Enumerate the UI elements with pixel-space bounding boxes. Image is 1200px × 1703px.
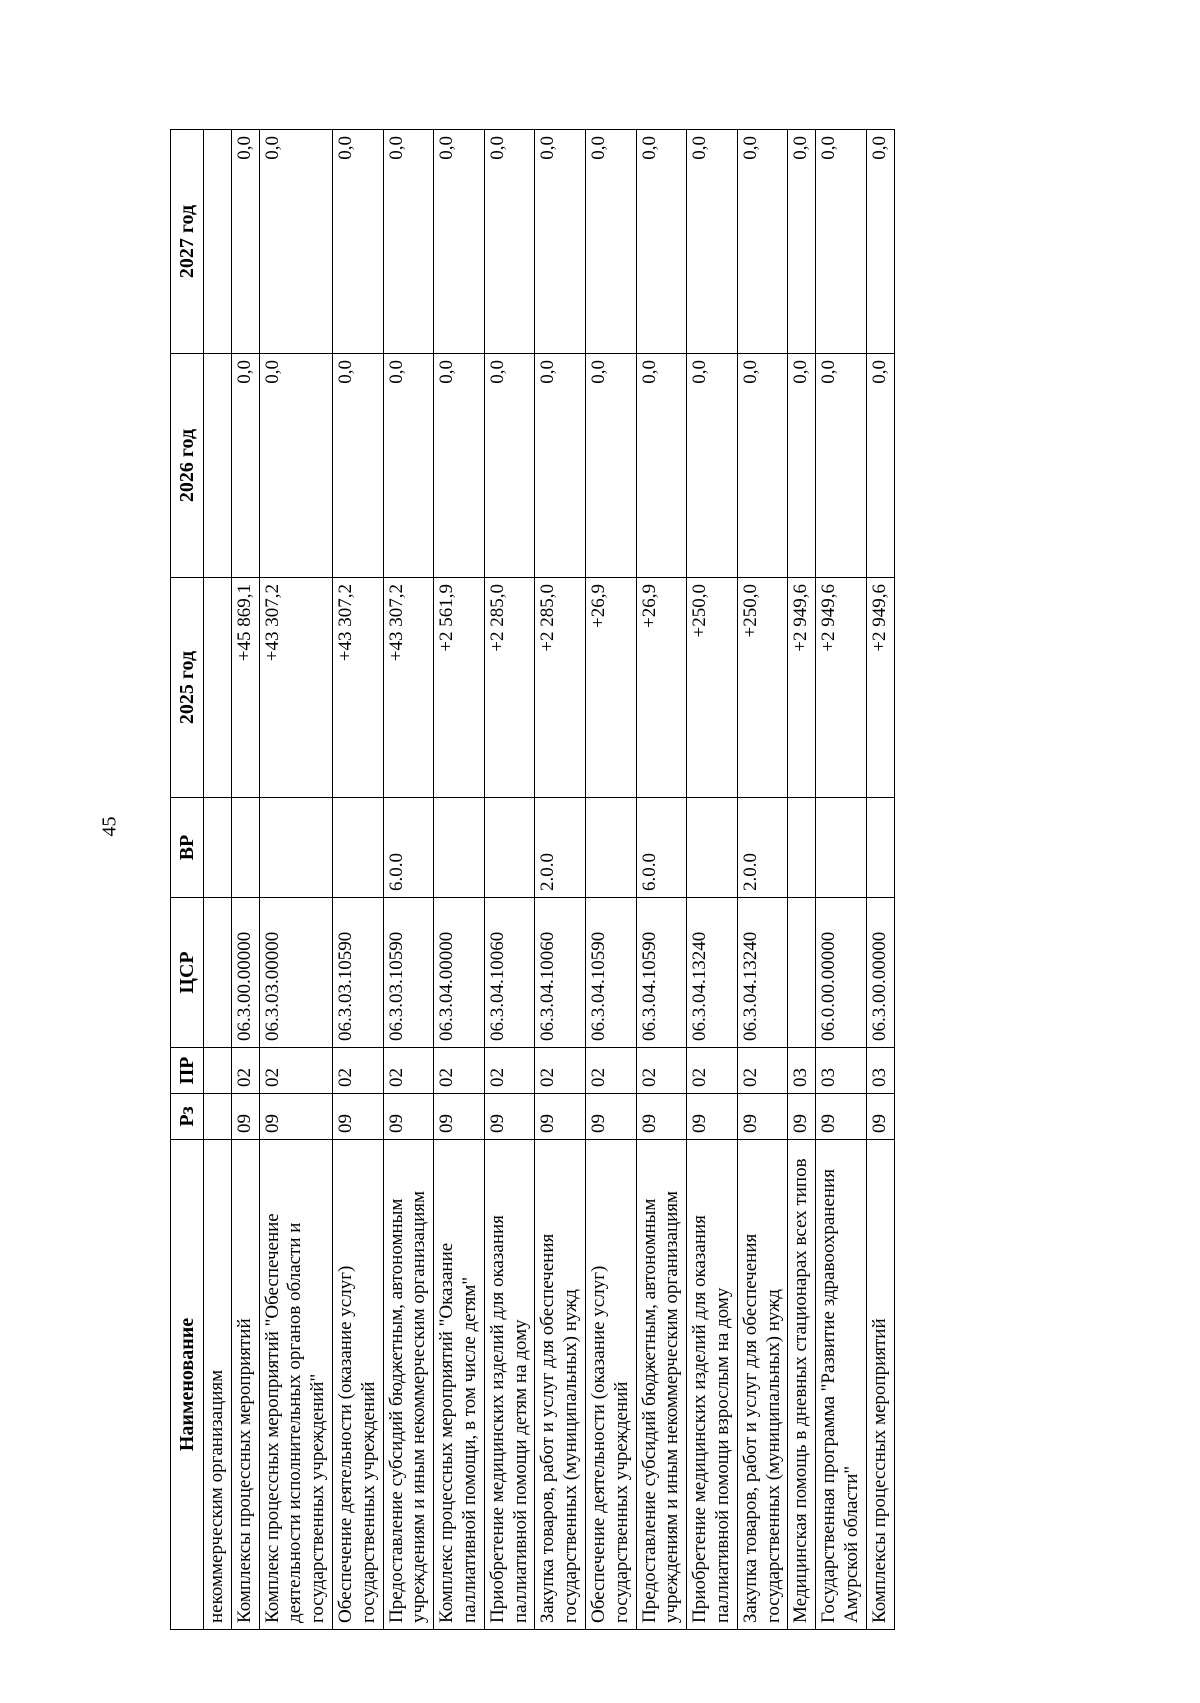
- cell-rz: 09: [434, 1094, 485, 1140]
- cell-name: Медицинская помощь в дневных стационарах всех типов: [788, 1140, 816, 1630]
- cell-pr: 02: [434, 1048, 485, 1094]
- cell-rz: 09: [484, 1094, 535, 1140]
- cell-csr: 06.0.00.00000: [816, 898, 867, 1048]
- cell-pr: 03: [788, 1048, 816, 1094]
- cell-csr: 06.3.04.13240: [687, 898, 738, 1048]
- cell-vr: 2.0.0: [737, 798, 788, 898]
- cell-csr: 06.3.04.10590: [585, 898, 636, 1048]
- cell-rz: 09: [816, 1094, 867, 1140]
- table-row: [383, 130, 434, 1630]
- cell-vr: [788, 798, 816, 898]
- cell-vr: 6.0.0: [636, 798, 687, 898]
- cell-2026: 0,0: [636, 354, 687, 578]
- cell-2026: 0,0: [585, 354, 636, 578]
- cell-csr: 06.3.03.00000: [259, 898, 332, 1048]
- cell-name: Закупка товаров, работ и услуг для обеспечения государственных (муниципальных) нужд: [737, 1140, 788, 1630]
- cell-pr: 02: [737, 1048, 788, 1094]
- cell-vr: [434, 798, 485, 898]
- header-2026: 2026 год: [171, 354, 204, 578]
- cell-2027: 0,0: [866, 130, 894, 354]
- table-row: [259, 130, 332, 1630]
- rotated-table-container: [170, 130, 895, 1630]
- cell-rz: 09: [636, 1094, 687, 1140]
- cell-name: Комплекс процессных мероприятий "Обеспечение деятельности исполнительных органов области и государственных учреждений": [259, 1140, 332, 1630]
- cell-2025: +2 285,0: [484, 578, 535, 798]
- cell-vr: 2.0.0: [535, 798, 586, 898]
- cell-2026: 0,0: [484, 354, 535, 578]
- cell-2027: 0,0: [332, 130, 383, 354]
- table-row: [585, 130, 636, 1630]
- cell-name: Комплексы процессных мероприятий: [231, 1140, 259, 1630]
- cell-vr: 6.0.0: [383, 798, 434, 898]
- cell-vr: [816, 798, 867, 898]
- cell-pr: 02: [231, 1048, 259, 1094]
- cell-rz: 09: [332, 1094, 383, 1140]
- table-row: [434, 130, 485, 1630]
- cell-csr: 06.3.00.00000: [231, 898, 259, 1048]
- cell-rz: 09: [259, 1094, 332, 1140]
- cell-2025: +2 949,6: [816, 578, 867, 798]
- cell-csr: 06.3.00.00000: [866, 898, 894, 1048]
- cell-vr: [585, 798, 636, 898]
- cell-2025: +43 307,2: [259, 578, 332, 798]
- cell-pr: 02: [484, 1048, 535, 1094]
- cell-2025: +2 285,0: [535, 578, 586, 798]
- table-row: [484, 130, 535, 1630]
- cell-2026: 0,0: [332, 354, 383, 578]
- cell-pr: [204, 1048, 232, 1094]
- cell-2026: 0,0: [231, 354, 259, 578]
- cell-csr: 06.3.04.10060: [535, 898, 586, 1048]
- table-row: [204, 130, 232, 1630]
- cell-pr: 02: [259, 1048, 332, 1094]
- header-csr: ЦСР: [171, 898, 204, 1048]
- cell-vr: [204, 798, 232, 898]
- cell-csr: [788, 898, 816, 1048]
- cell-2027: 0,0: [535, 130, 586, 354]
- cell-csr: 06.3.04.10590: [636, 898, 687, 1048]
- cell-csr: 06.3.04.10060: [484, 898, 535, 1048]
- header-2025: 2025 год: [171, 578, 204, 798]
- table-row: [636, 130, 687, 1630]
- cell-2025: +43 307,2: [383, 578, 434, 798]
- table-row: [866, 130, 894, 1630]
- cell-pr: 02: [585, 1048, 636, 1094]
- cell-2027: 0,0: [231, 130, 259, 354]
- cell-2027: 0,0: [636, 130, 687, 354]
- cell-vr: [332, 798, 383, 898]
- cell-2027: 0,0: [788, 130, 816, 354]
- cell-pr: 02: [687, 1048, 738, 1094]
- header-vr: ВР: [171, 798, 204, 898]
- cell-2026: 0,0: [687, 354, 738, 578]
- cell-name: некоммерческим организациям: [204, 1140, 232, 1630]
- cell-name: Обеспечение деятельности (оказание услуг) государственных учреждений: [332, 1140, 383, 1630]
- cell-vr: [687, 798, 738, 898]
- table-header-row: [171, 130, 204, 1630]
- cell-csr: 06.3.03.10590: [383, 898, 434, 1048]
- cell-2025: +250,0: [687, 578, 738, 798]
- cell-2027: 0,0: [687, 130, 738, 354]
- table-row: [535, 130, 586, 1630]
- cell-rz: 09: [383, 1094, 434, 1140]
- header-name: Наименование: [171, 1140, 204, 1630]
- header-2027: 2027 год: [171, 130, 204, 354]
- cell-2025: +2 949,6: [866, 578, 894, 798]
- cell-pr: 02: [383, 1048, 434, 1094]
- table-row: [788, 130, 816, 1630]
- cell-rz: [204, 1094, 232, 1140]
- cell-pr: 02: [636, 1048, 687, 1094]
- table-row: [816, 130, 867, 1630]
- cell-2026: 0,0: [434, 354, 485, 578]
- cell-csr: 06.3.03.10590: [332, 898, 383, 1048]
- header-rz: Рз: [171, 1094, 204, 1140]
- cell-2026: 0,0: [866, 354, 894, 578]
- cell-2027: 0,0: [383, 130, 434, 354]
- cell-name: Закупка товаров, работ и услуг для обеспечения государственных (муниципальных) нужд: [535, 1140, 586, 1630]
- cell-2025: +26,9: [585, 578, 636, 798]
- cell-2027: 0,0: [816, 130, 867, 354]
- table-row: [687, 130, 738, 1630]
- cell-name: Приобретение медицинских изделий для оказания паллиативной помощи детям на дому: [484, 1140, 535, 1630]
- table-row: [737, 130, 788, 1630]
- cell-vr: [231, 798, 259, 898]
- cell-vr: [484, 798, 535, 898]
- cell-csr: 06.3.04.00000: [434, 898, 485, 1048]
- cell-pr: 02: [332, 1048, 383, 1094]
- cell-rz: 09: [687, 1094, 738, 1140]
- cell-name: Предоставление субсидий бюджетным, автономным учреждениям и иным некоммерческим организациям: [636, 1140, 687, 1630]
- cell-rz: 09: [535, 1094, 586, 1140]
- cell-pr: 02: [535, 1048, 586, 1094]
- cell-2026: 0,0: [383, 354, 434, 578]
- cell-2025: +250,0: [737, 578, 788, 798]
- budget-table: [170, 129, 895, 1630]
- table-row: [231, 130, 259, 1630]
- cell-2025: +43 307,2: [332, 578, 383, 798]
- cell-rz: 09: [231, 1094, 259, 1140]
- cell-2026: 0,0: [737, 354, 788, 578]
- cell-rz: 09: [866, 1094, 894, 1140]
- cell-2026: 0,0: [259, 354, 332, 578]
- cell-name: Комплекс процессных мероприятий "Оказание паллиативной помощи, в том числе детям": [434, 1140, 485, 1630]
- cell-2026: 0,0: [816, 354, 867, 578]
- cell-2027: 0,0: [484, 130, 535, 354]
- cell-rz: 09: [585, 1094, 636, 1140]
- cell-2026: 0,0: [535, 354, 586, 578]
- header-pr: ПР: [171, 1048, 204, 1094]
- cell-rz: 09: [737, 1094, 788, 1140]
- cell-2027: [204, 130, 232, 354]
- cell-rz: 09: [788, 1094, 816, 1140]
- page-number: 45: [98, 816, 121, 837]
- cell-2025: +2 949,6: [788, 578, 816, 798]
- cell-2026: 0,0: [788, 354, 816, 578]
- cell-csr: [204, 898, 232, 1048]
- cell-2027: 0,0: [737, 130, 788, 354]
- cell-2027: 0,0: [585, 130, 636, 354]
- cell-2026: [204, 354, 232, 578]
- cell-csr: 06.3.04.13240: [737, 898, 788, 1048]
- cell-2027: 0,0: [434, 130, 485, 354]
- cell-pr: 03: [816, 1048, 867, 1094]
- cell-2025: +26,9: [636, 578, 687, 798]
- cell-vr: [866, 798, 894, 898]
- cell-name: Предоставление субсидий бюджетным, автономным учреждениям и иным некоммерческим организациям: [383, 1140, 434, 1630]
- cell-2025: +45 869,1: [231, 578, 259, 798]
- cell-2025: +2 561,9: [434, 578, 485, 798]
- cell-name: Обеспечение деятельности (оказание услуг) государственных учреждений: [585, 1140, 636, 1630]
- table-row: [332, 130, 383, 1630]
- cell-2027: 0,0: [259, 130, 332, 354]
- cell-pr: 03: [866, 1048, 894, 1094]
- cell-name: Государственная программа "Развитие здравоохранения Амурской области": [816, 1140, 867, 1630]
- cell-2025: [204, 578, 232, 798]
- cell-name: Приобретение медицинских изделий для оказания паллиативной помощи взрослым на дому: [687, 1140, 738, 1630]
- cell-vr: [259, 798, 332, 898]
- cell-name: Комплексы процессных мероприятий: [866, 1140, 894, 1630]
